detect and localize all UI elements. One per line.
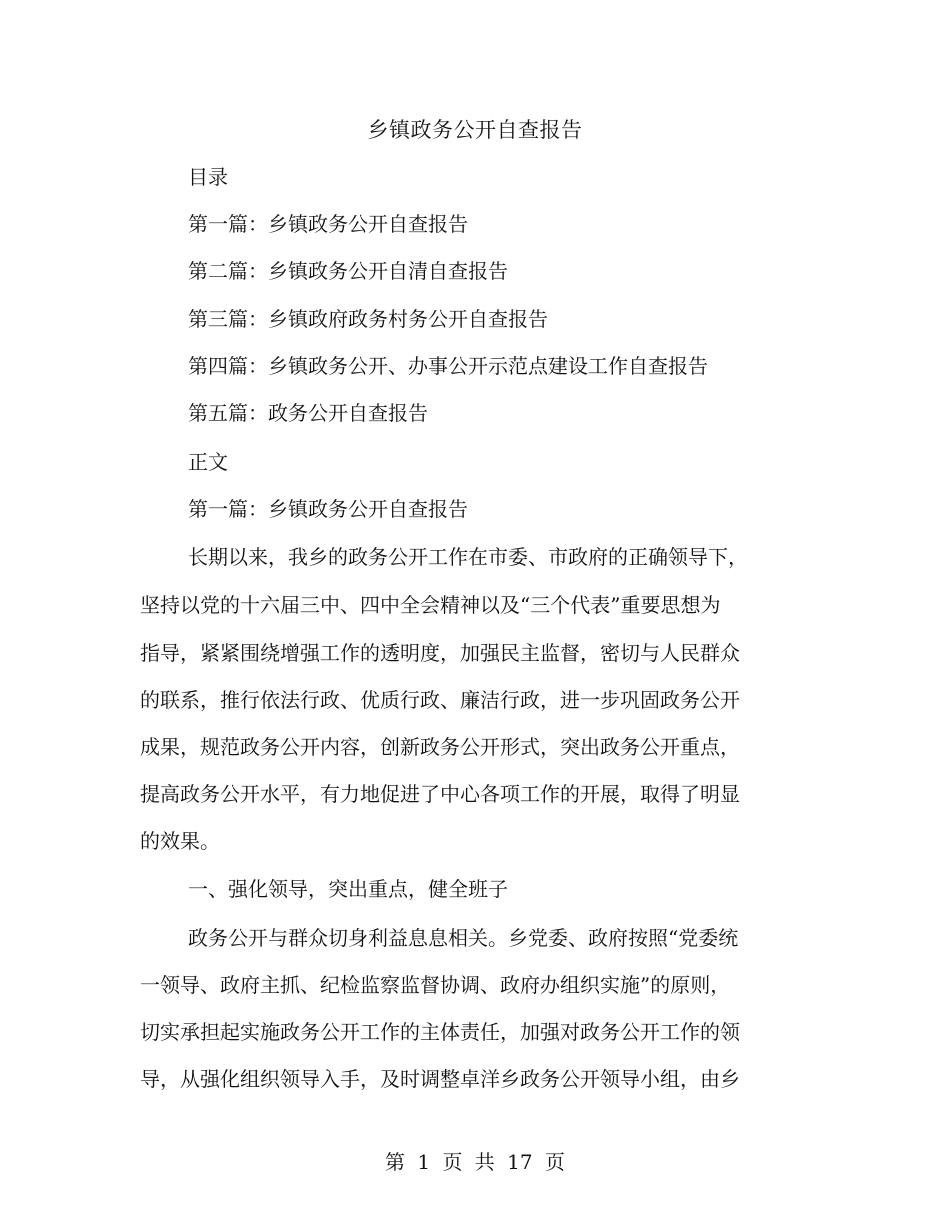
toc-item-5: 第五篇：政务公开自查报告 xyxy=(188,401,428,425)
page-number-footer: 第 1 页 共 17 页 xyxy=(385,1150,565,1174)
article-title: 第一篇：乡镇政务公开自查报告 xyxy=(188,497,468,521)
paragraph-line: 成果，规范政务公开内容，创新政务公开形式，突出政务公开重点， xyxy=(140,735,740,759)
paragraph-line: 一领导、政府主抓、纪检监察监督协调、政府办组织实施”的原则， xyxy=(140,973,731,997)
body-heading: 正文 xyxy=(188,450,228,474)
toc-item-2: 第二篇：乡镇政务公开自清自查报告 xyxy=(188,259,508,283)
section-heading: 一、强化领导，突出重点，健全班子 xyxy=(188,877,508,901)
paragraph-line: 的联系，推行依法行政、优质行政、廉洁行政，进一步巩固政务公开 xyxy=(140,688,740,712)
paragraph-line: 切实承担起实施政务公开工作的主体责任，加强对政务公开工作的领 xyxy=(140,1020,740,1044)
paragraph-line: 长期以来，我乡的政务公开工作在市委、市政府的正确领导下， xyxy=(188,545,748,569)
paragraph-line: 的效果。 xyxy=(140,829,220,853)
paragraph-line: 提高政务公开水平，有力地促进了中心各项工作的开展，取得了明显 xyxy=(140,782,740,806)
paragraph-line: 指导，紧紧围绕增强工作的透明度，加强民主监督，密切与人民群众 xyxy=(140,641,740,665)
document-title: 乡镇政务公开自查报告 xyxy=(367,118,583,142)
paragraph-line: 政务公开与群众切身利益息息相关。乡党委、政府按照“党委统 xyxy=(188,926,739,950)
toc-item-1: 第一篇：乡镇政务公开自查报告 xyxy=(188,212,468,236)
paragraph-line: 导，从强化组织领导入手，及时调整卓洋乡政务公开领导小组，由乡 xyxy=(140,1067,740,1091)
toc-item-3: 第三篇：乡镇政府政务村务公开自查报告 xyxy=(188,307,548,331)
paragraph-line: 坚持以党的十六届三中、四中全会精神以及“三个代表”重要思想为 xyxy=(140,593,721,617)
toc-item-4: 第四篇：乡镇政务公开、办事公开示范点建设工作自查报告 xyxy=(188,354,708,378)
toc-heading: 目录 xyxy=(188,165,228,189)
